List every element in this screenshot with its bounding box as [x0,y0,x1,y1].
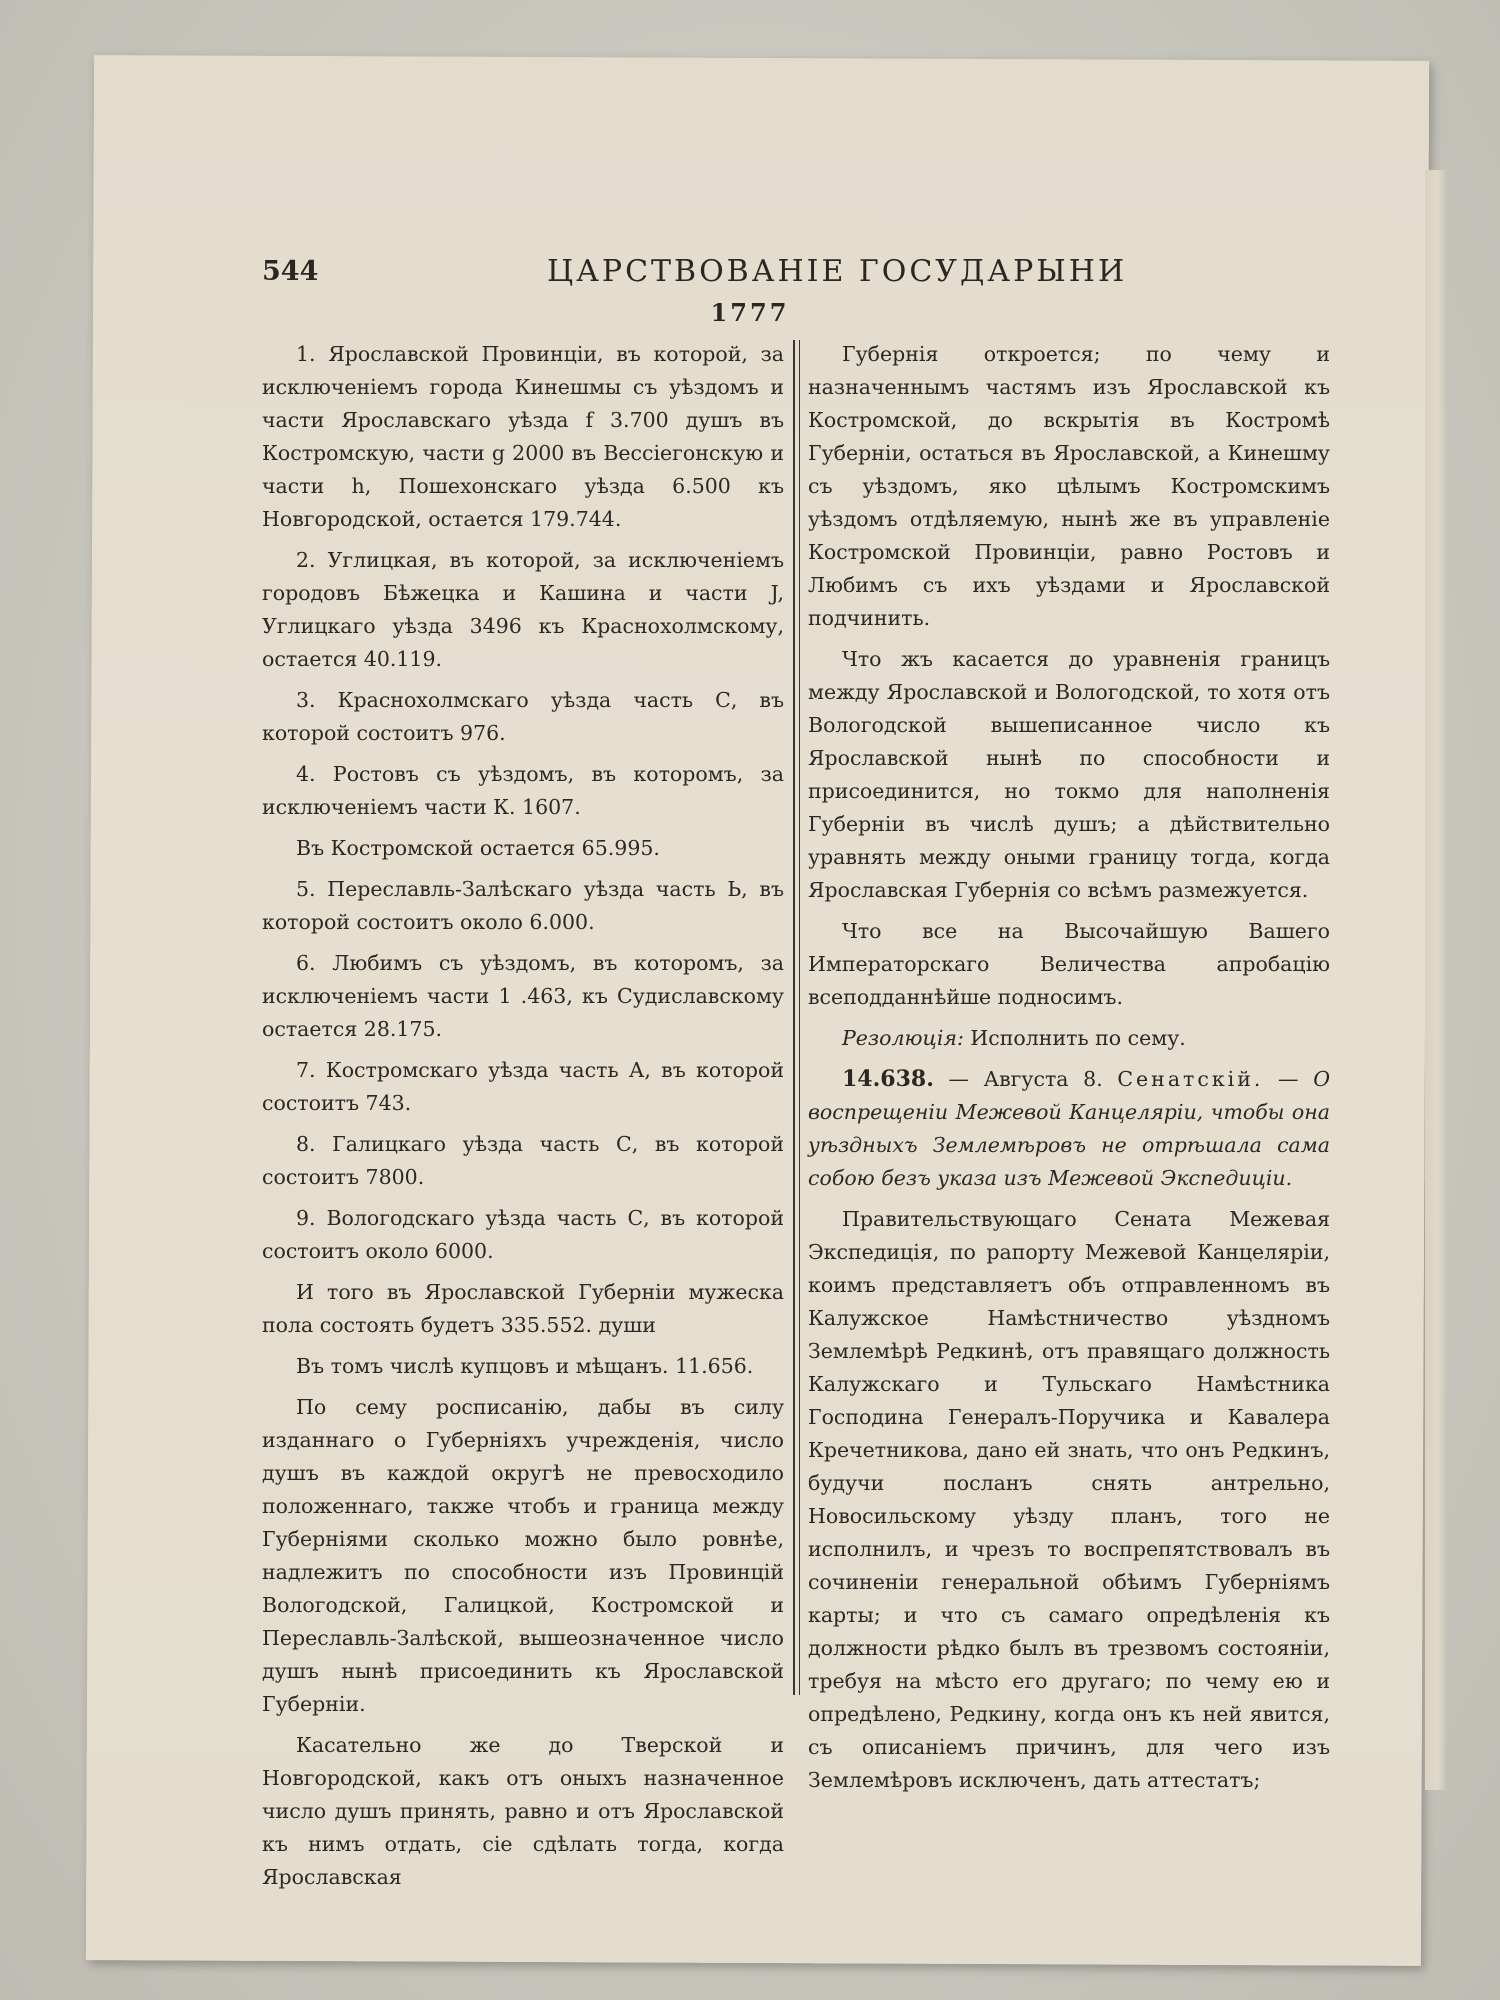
paragraph: 1. Ярославской Провинціи, въ которой, за исключеніемъ города Кинешмы съ уѣздомъ и части Ярославскаго уѣзда f 3.700 душъ въ Костромскую, части g 2000 въ Вессіегонскую и части h, Пошехонскаго уѣзда 6.500 къ Новгородской, остается 179.744. [262,342,784,531]
decree-dash: — [1263,1067,1314,1091]
year-heading: 1777 [710,298,790,327]
decree-heading [808,1063,1330,1195]
paragraph: Что жъ касается до уравненія границъ между Ярославской и Вологодской, то хотя отъ Вологодской вышеписанное число къ Ярославской нынѣ по способности и присоединится, но токмо для наполненія Губерніи въ числѣ душъ; а дѣйствительно уравнять между оными границу тогда, когда Ярославская Губернія со всѣмъ размежуется. [808,647,1330,902]
resolution-label: Резолюція: [842,1026,964,1050]
decree-title: О воспрещеніи Межевой Канцеляріи, чтобы она уѣздныхъ Землемѣровъ не отрѣшала сама собою безъ указа изъ Межевой Экспедиціи. [808,1067,1330,1190]
paragraph: 2. Углицкая, въ которой, за исключеніемъ городовъ Бѣжецка и Кашина и части J, Углицкаго уѣзда 3496 къ Краснохолмскому, остается 40.119. [262,548,784,671]
paragraph: Въ томъ числѣ купцовъ и мѣщанъ. 11.656. [296,1354,754,1378]
decree-date: — Августа 8. [933,1067,1118,1091]
paragraph: 9. Вологодскаго уѣзда часть С, въ которой состоитъ около 6000. [262,1206,784,1263]
running-title: ЦАРСТВОВАНІЕ ГОСУДАРЫНИ [547,254,1128,289]
column-divider [793,340,795,1695]
decree-type: Сенатскій. [1117,1067,1264,1091]
page-number: 544 [262,256,319,287]
paragraph: Что все на Высочайшую Вашего Императорскаго Величества апробацію всеподданнѣйше подносимъ. [808,919,1330,1009]
page-header [262,254,1302,294]
paragraph: По сему росписанію, дабы въ силу изданнаго о Губерніяхъ учрежденія, число душъ въ каждой округѣ не превосходило положеннаго, также чтобъ и граница между Губерніями сколько можно было ровнѣе, надлежитъ по способности изъ Провинцій Вологодской, Галицкой, Костромской и Переславль-Залѣской, вышеозначенное число душъ нынѣ присоединить къ Ярославской Губерніи. [262,1395,784,1716]
paper-edge [1425,170,1447,1790]
column-divider [799,340,800,1695]
paragraph: 5. Переславль-Залѣскаго уѣзда часть Ь, въ которой состоитъ около 6.000. [262,877,784,934]
paragraph: 6. Любимъ съ уѣздомъ, въ которомъ, за исключеніемъ части 1 .463, къ Судиславскому остается 28.175. [262,951,784,1041]
paragraph: Въ Костромской остается 65.995. [296,836,660,860]
paragraph: 4. Ростовъ съ уѣздомъ, въ которомъ, за исключеніемъ части К. 1607. [262,762,784,819]
left-column [262,338,784,1902]
paragraph: 3. Краснохолмскаго уѣзда часть С, въ которой состоитъ 976. [262,688,784,745]
decree-number: 14.638. [842,1066,934,1092]
paragraph: Правительствующаго Сената Межевая Экспедиція, по рапорту Межевой Канцеляріи, коимъ представляетъ объ отправленномъ въ Калужское Намѣстничество уѣздномъ Землемѣрѣ Редкинѣ, отъ правящаго должность Калужскаго и Тульскаго Намѣстника Господина Генералъ-Поручика и Кавалера Кречетникова, дано ей знать, что онъ Редкинъ, будучи посланъ снять антрельно, Новосильскому уѣзду планъ, того не исполнилъ, и чрезъ то воспрепятствовалъ въ сочиненіи генеральной обѣимъ Губерніямъ карты; и что съ самаго опредѣленія къ должности рѣдко былъ въ трезвомъ состояніи, требуя на мѣсто его другаго; по чему ею и опредѣлено, Редкину, когда онъ къ ней явится, съ описаніемъ причинъ, для чего изъ Землемѣровъ исключенъ, дать аттестатъ; [808,1207,1330,1792]
paragraph: 8. Галицкаго уѣзда часть С, въ которой состоитъ 7800. [262,1132,784,1189]
paragraph: 7. Костромскаго уѣзда часть А, въ которой состоитъ 743. [262,1058,784,1115]
paragraph: Губернія откроется; по чему и назначеннымъ частямъ изъ Ярославской къ Костромской, до вскрытія въ Костромѣ Губерніи, остаться въ Ярославской, а Кинешму съ уѣздомъ, яко цѣлымъ Костромскимъ уѣздомъ отдѣляемую, нынѣ же въ управленіе Костромской Провинціи, равно Ростовъ и Любимъ съ ихъ уѣздами и Ярославской подчинить. [808,342,1330,630]
paragraph: И того въ Ярославской Губерніи мужеска пола состоять будетъ 335.552. души [262,1280,784,1337]
paragraph: Касательно же до Тверской и Новгородской, какъ отъ оныхъ назначенное число душъ принять, равно и отъ Ярославской къ нимъ отдать, сіе сдѣлать тогда, когда Ярославская [262,1733,784,1889]
resolution [808,1022,1330,1055]
right-column [808,338,1330,1805]
resolution-text: Исполнить по сему. [963,1026,1186,1050]
